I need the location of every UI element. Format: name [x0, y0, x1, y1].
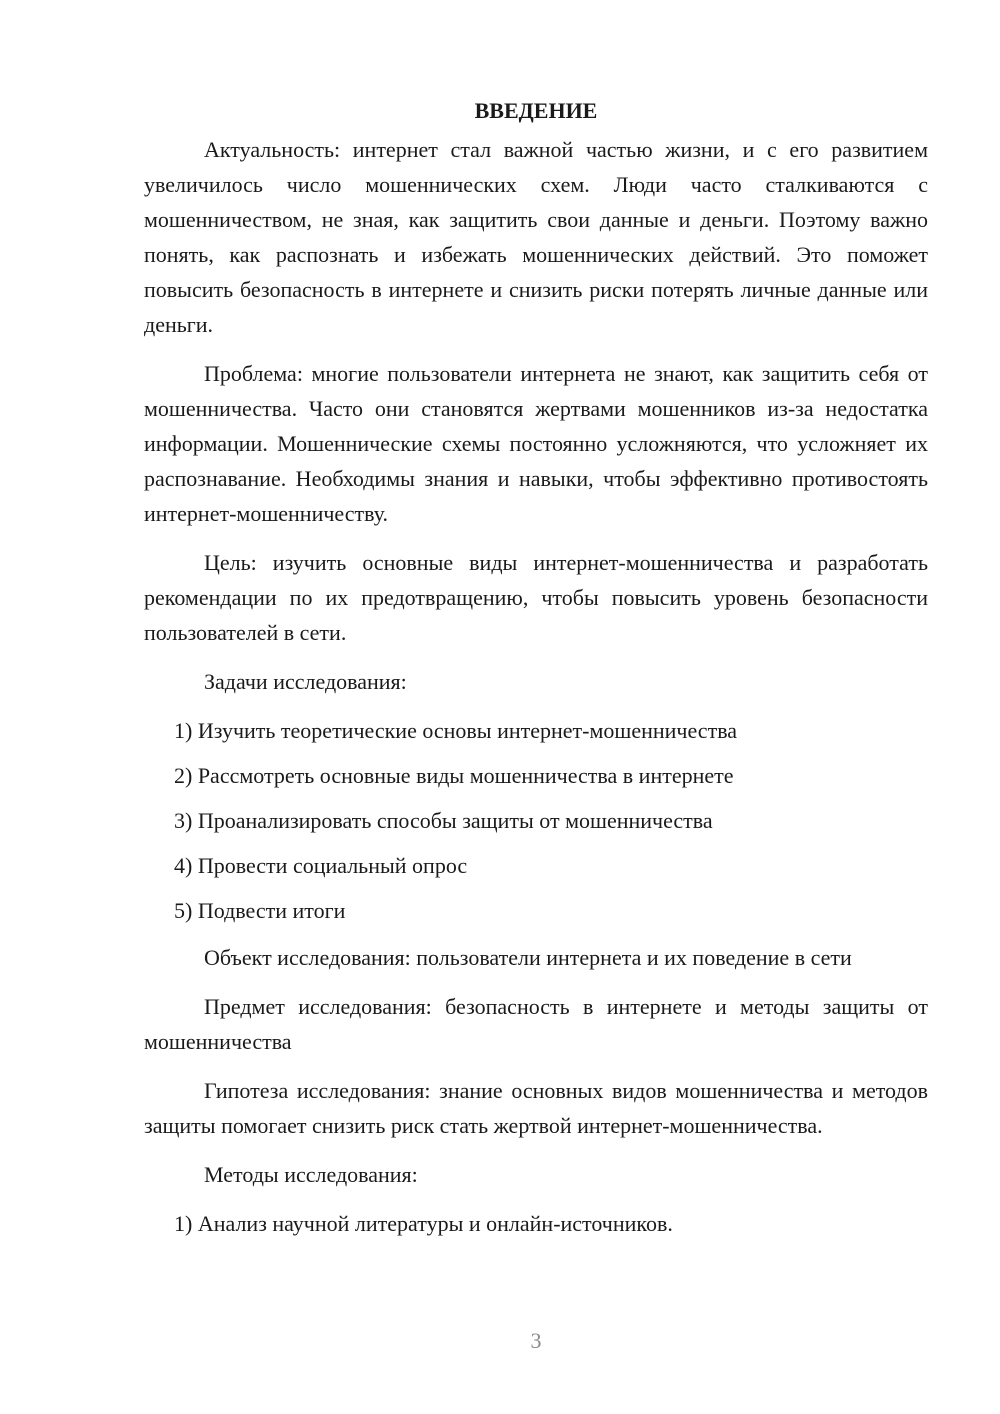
paragraph-object: Объект исследования: пользователи интернета и их поведение в сети: [204, 945, 852, 970]
task-item-5: 5) Подвести итоги: [174, 898, 346, 923]
methods-heading: Методы исследования:: [204, 1162, 418, 1187]
paragraph-hypothesis: Гипотеза исследования: знание основных видов мошенничества и методов защиты помогает снизить риск стать жертвой интернет-мошенничества.: [144, 1078, 928, 1138]
page-title: ВВЕДЕНИЕ: [474, 98, 598, 123]
task-item-1: 1) Изучить теоретические основы интернет-мошенничества: [174, 718, 738, 743]
method-item-1: 1) Анализ научной литературы и онлайн-источников.: [174, 1211, 673, 1236]
page-number: 3: [530, 1328, 542, 1353]
task-item-2: 2) Рассмотреть основные виды мошенничества в интернете: [174, 763, 734, 788]
page-content: [144, 93, 928, 1251]
paragraph-relevance: Актуальность: интернет стал важной частью жизни, и с его развитием увеличилось число мошеннических схем. Люди часто сталкиваются с мошенничеством, не зная, как защитить свои данные и деньги. Поэтому важно понять, как распознать и избежать мошеннических действий. Это поможет повысить безопасность в интернете и снизить риски потерять личные данные или деньги.: [144, 137, 928, 337]
task-item-4: 4) Провести социальный опрос: [174, 853, 468, 878]
task-item-3: 3) Проанализировать способы защиты от мошенничества: [174, 808, 713, 833]
paragraph-subject: Предмет исследования: безопасность в интернете и методы защиты от мошенничества: [144, 994, 928, 1054]
paragraph-problem: Проблема: многие пользователи интернета не знают, как защитить себя от мошенничества. Часто они становятся жертвами мошенников из-за недостатка информации. Мошеннические схемы постоянно усложняются, что усложняет их распознавание. Необходимы знания и навыки, чтобы эффективно противостоять интернет-мошенничеству.: [144, 361, 928, 526]
paragraph-goal: Цель: изучить основные виды интернет-мошенничества и разработать рекомендации по их предотвращению, чтобы повысить уровень безопасности пользователей в сети.: [144, 550, 928, 645]
tasks-heading: Задачи исследования:: [204, 669, 407, 694]
